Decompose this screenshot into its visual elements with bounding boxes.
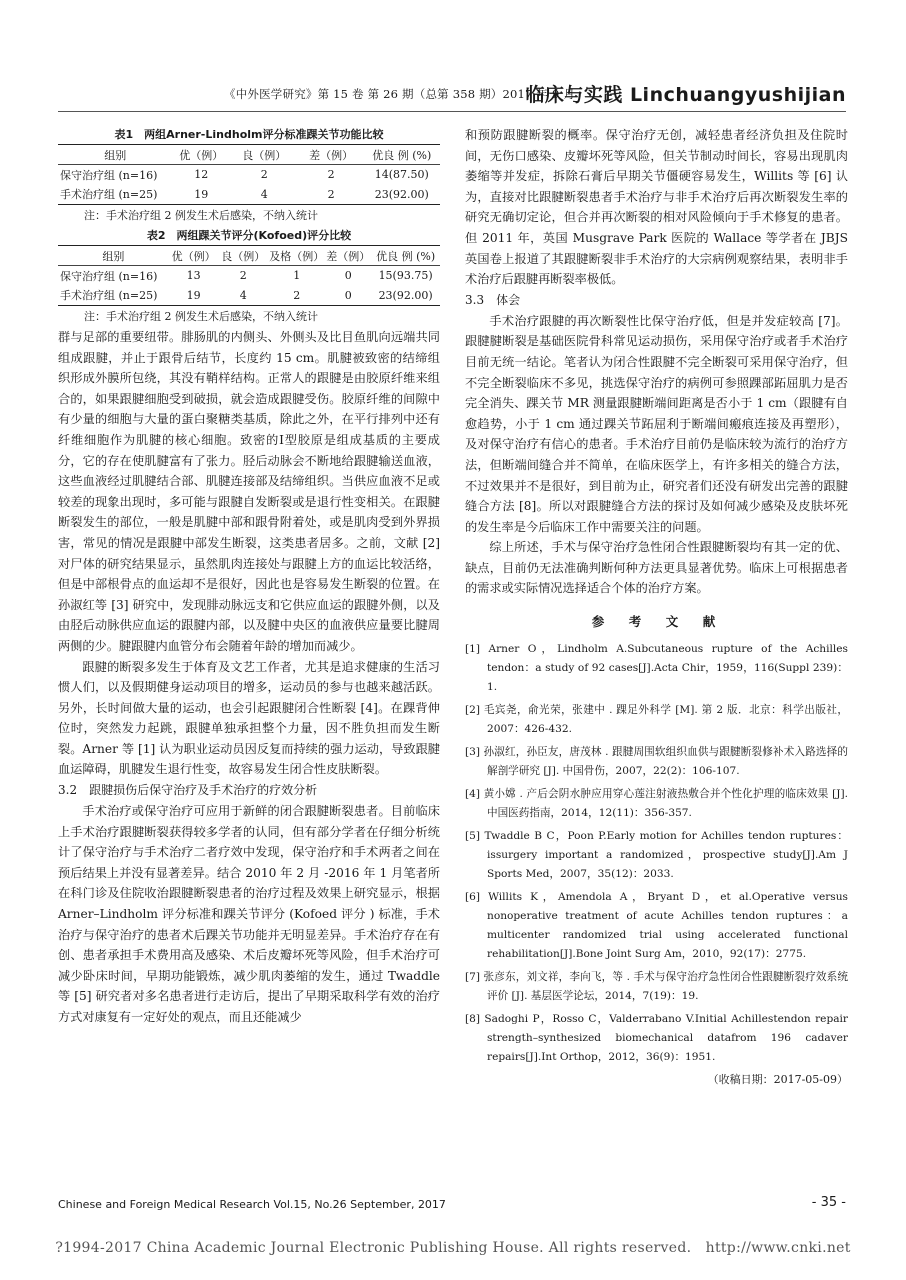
table-cell: 15(93.75): [378, 269, 433, 283]
reference-item: [7] 张彦东，刘文祥，李向飞，等 . 手术与保守治疗急性闭合性跟腱断裂疗效系统评价 [J]. 基层医学论坛，2014，7(19)：19.: [465, 971, 848, 1003]
table-cell: 2: [327, 168, 335, 182]
table-header-cell: 优良 例 (%): [364, 145, 440, 165]
table-cell: 19: [173, 185, 230, 205]
copyright-notice: ?1994-2017 China Academic Journal Electronic Publishing House. All rights reserved. http://www.cnki.net: [55, 1240, 851, 1256]
page-header: [58, 80, 846, 112]
table-cell: 4: [218, 286, 268, 306]
section-heading-3-2: 3.2 跟腱损伤后保守治疗及手术治疗的疗效分析: [58, 783, 318, 798]
paragraph: 手术治疗或保守治疗可应用于新鲜的闭合跟腱断裂患者。目前临床上手术治疗跟腱断裂获得较多学者的认同，但有部分学者在仔细分析统计了保守治疗与手术治疗二者疗效中发现，保守治疗和手术两者之间在预后结果上并没有显著差异。结合 2010 年 2 月 -2016 年 1 月笔者所在科门诊及住院收治跟腱断裂患者的治疗过程及效果上研究显示，根据 Arner–Lindholm 评分标准和踝关节评分 (Kofoed 评分 ) 标准，手术治疗与保守治疗的患者术后踝关节功能并无明显差异。手术治疗存在有创、患者承担手术费用高及感染、术后皮瓣坏死等风险，但手术治疗可减少卧床时间，早期功能锻炼，减少肌肉萎缩的发生，通过 Twaddle 等 [5] 研究者对多名患者进行走访后，提出了早期采取科学有效的治疗方式对康复有一定好处的观点，而且还能减少: [58, 804, 440, 1024]
page-footer: [58, 1193, 846, 1217]
table-row: [58, 286, 440, 306]
table-cell: 0: [344, 269, 352, 283]
table-cell: 14(87.50): [374, 168, 429, 182]
paragraph: 综上所述，手术与保守治疗急性闭合性跟腱断裂均有其一定的优、缺点，目前仍无法准确判断何种方法更具显著优势。临床上可根据患者的需求或实际情况选择适合个体的治疗方案。: [465, 540, 848, 596]
table-cell: 13: [186, 269, 201, 283]
page-number: - 35 -: [811, 1195, 846, 1210]
table-header-cell: 良（例）: [230, 145, 299, 165]
right-body-text: [465, 125, 848, 599]
left-body-text: [58, 327, 440, 1028]
received-date: （收稿日期：2017-05-09）: [707, 1073, 848, 1087]
table2-note: 注：手术治疗组 2 例发生术后感染，不纳入统计: [84, 310, 318, 323]
table-cell: 0: [325, 286, 371, 306]
left-column: [58, 125, 440, 1028]
references-list: [465, 640, 848, 1067]
journal-citation: 《中外医学研究》第 15 卷 第 26 期（总第 358 期）2017 年 9 月: [224, 87, 576, 101]
table-cell: 1: [293, 269, 301, 283]
table2-caption: 表2 两组踝关节评分(Kofoed)评分比较: [146, 229, 352, 242]
table1-caption: 表1 两组Arner-Lindholm评分标准踝关节功能比较: [114, 128, 384, 141]
table-header-cell: 差（例）: [325, 246, 371, 266]
table-cell: 12: [194, 168, 209, 182]
table-header-cell: 优（例）: [169, 246, 219, 266]
table-header-cell: 组别: [58, 145, 173, 165]
reference-item: [5] Twaddle B C，Poon P.Early motion for Achilles tendon ruptures：issurgery important a randomized，prospective study[J].Am J Sports Med，2007，35(12)：2033.: [465, 830, 848, 881]
table-cell: 手术治疗组 (n=25): [58, 185, 173, 205]
table-cell: 4: [230, 185, 299, 205]
table-row: [58, 185, 440, 205]
table-cell: 23(92.00): [371, 286, 440, 306]
reference-item: [2] 毛宾尧，俞光荣，张建中 . 踝足外科学 [M]. 第 2 版．北京：科学出版社，2007：426-432.: [465, 704, 848, 736]
table-header-cell: 组别: [58, 246, 169, 266]
references-title: 参 考 文 献: [591, 614, 722, 630]
section-heading-3-3: 3.3 体会: [465, 292, 521, 307]
table1-note: 注：手术治疗组 2 例发生术后感染，不纳入统计: [84, 209, 318, 222]
table-row: [58, 266, 440, 286]
table-cell: 19: [169, 286, 219, 306]
table-cell: 2: [260, 168, 268, 182]
reference-item: [6] Willits K，Amendola A，Bryant D，et al.Operative versus nonoperative treatment of acute Achilles tendon ruptures：a multicenter randomized trial using accelerated functional rehabilitation[J].Bone Joint Surg Am，2010，92(17)：2775.: [465, 891, 848, 961]
table-cell: 2: [239, 269, 247, 283]
reference-item: [8] Sadoghi P，Rosso C，Valderrabano V.Initial Achillestendon repair strength–synthesized biomechanical datafrom 196 cadaver repairs[J].Int Orthop，2012，36(9)：1951.: [465, 1013, 848, 1064]
right-column: [465, 125, 848, 1087]
paragraph: 手术治疗跟腱的再次断裂性比保守治疗低，但是并发症较高 [7]。跟腱腱断裂是基础医院骨科常见运动损伤，采用保守治疗或者手术治疗目前无统一结论。笔者认为闭合性跟腱不完全断裂可采用保守治疗，但不完全断裂临床不多见，挑选保守治疗的病例可参照踝部跖屈肌力是否完全消失、踝关节 MR 测量跟腱断端间距离是否小于 1 cm（跟腱有自愈趋势，小于 1 cm 通过踝关节跖屈利于断端间瘢痕连接及再塑形），及对保守治疗有信心的患者。手术治疗目前仍是临床较为流行的治疗方法，但断端间缝合并不简单，在临床医学上，有许多相关的缝合方法，不过效果并不是很好，到目前为止，研究者们还没有研发出完善的跟腱缝合方法 [8]。所以对跟腱缝合方法的探讨及如何减少感染及皮肤坏死的发生率是今后临床工作中需要关注的问题。: [465, 313, 848, 534]
table-header-cell: 优（例）: [173, 145, 230, 165]
paragraph: 跟腱的断裂多发生于体育及文艺工作者，尤其是追求健康的生活习惯人们，以及假期健身运动项目的增多，运动员的参与也越来越活跃。另外，长时间做大量的运动，也会引起跟腱闭合性断裂 [4]。在踝背伸位时，突然发力起跳，跟腱单独承担整个力量，因不胜负担而发生断裂。Arner 等 [1] 认为职业运动员因反复而持续的强力运动，导致跟腱血运障碍，肌腱发生退行性变，故容易发生闭合性皮肤断裂。: [58, 659, 440, 777]
table-header-cell: 良（例）: [218, 246, 268, 266]
table-cell: 23(92.00): [364, 185, 440, 205]
column-title: 临床与实践 Linchuangyushijian: [525, 84, 846, 106]
table-header-cell: 及格（例）: [268, 246, 325, 266]
reference-item: [4] 黄小嫦 . 产后会阴水肿应用穿心莲注射液热敷合并个性化护理的临床效果 [J]. 中国医药指南，2014，12(11)：356-357.: [465, 788, 848, 820]
table-cell: 保守治疗组 (n=16): [60, 168, 158, 182]
table2: [58, 245, 440, 306]
paragraph: 群与足部的重要纽带。腓肠肌的内侧头、外侧头及比目鱼肌向远端共同组成跟腱，并止于跟骨后结节，长度约 15 cm。肌腱被致密的结缔组织形成外膜所包绕，其没有鞘样结构。正常人的跟腱是由胶原纤维来组合的，如果跟腱细胞受到破损，就会造成跟腱受伤。胶原纤维的间隙中有少量的细胞与大量的蛋白聚糖类基质，除此之外，在平行排列中还有纤维细胞作为肌腱的核心细胞。致密的Ⅰ型胶原是组成基质的主要成分，它的存在使肌腱富有了张力。胫后动脉会不断地给跟腱输送血液，这些血液经过肌腱结合部、肌腱连接部及结缔组织。当供应血液不足或较差的现象出现时，多可能与跟腱自发断裂或是退行性变相关。在跟腱断裂发生的部位，一般是肌腱中部和跟骨附着处，或是肌肉受到外界损害，常见的情况是跟腱中部发生断裂，这类患者居多。之前，文献 [2] 对尸体的研究结果显示，虽然肌肉连接处与跟腱上方的血运比较活络，但是中部根骨点的血运却不是很好，因此也是容易发生断裂的位置。在孙淑红等 [3] 研究中，发现腓动脉远支和它供应血运的跟腱外侧，以及由胫后动脉供应血运的跟腱内部，以及腱中央区的血液供应量要比腱周两侧的少。腱跟腱内血管分布会随着年龄的增加而减少。: [58, 330, 440, 653]
reference-item: [3] 孙淑红，孙臣友，唐茂林 . 跟腱周围软组织血供与跟腱断裂修补术入路选择的解剖学研究 [J]. 中国骨伤，2007，22(2)：106-107.: [465, 746, 848, 778]
paragraph: 和预防跟腱断裂的概率。保守治疗无创，减轻患者经济负担及住院时间，无伤口感染、皮瓣坏死等风险，但关节制动时间长，容易出现肌肉萎缩等并发症，拆除石膏后早期关节僵硬容易发生，Willits 等 [6] 认为，直接对比跟腱断裂患者手术治疗与非手术治疗后再次断裂发生率的研究无确切定论，但合并再次断裂的相对风险倾向于手术修复的患者。但 2011 年，英国 Musgrave Park 医院的 Wallace 等学者在 JBJS 英国卷上报道了其跟腱断裂非手术治疗的大宗病例观察结果，表明非手术治疗后跟腱再断裂率极低。: [465, 128, 848, 287]
table-cell: 2: [299, 185, 364, 205]
table-header-row: [58, 145, 440, 165]
table1: [58, 144, 440, 205]
table-cell: 手术治疗组 (n=25): [58, 286, 169, 306]
table-cell: 保守治疗组 (n=16): [60, 269, 158, 283]
table-header-row: [58, 246, 440, 266]
table-row: [58, 165, 440, 185]
table-header-cell: 优良 例 (%): [371, 246, 440, 266]
reference-item: [1] Arner O，Lindholm A.Subcutaneous rupture of the Achilles tendon：a study of 92 cases[J].Acta Chir，1959，116(Suppl 239)：1.: [465, 643, 848, 694]
footer-journal: Chinese and Foreign Medical Research Vol.15, No.26 September, 2017: [58, 1198, 446, 1211]
table-cell: 2: [268, 286, 325, 306]
table-header-cell: 差（例）: [299, 145, 364, 165]
